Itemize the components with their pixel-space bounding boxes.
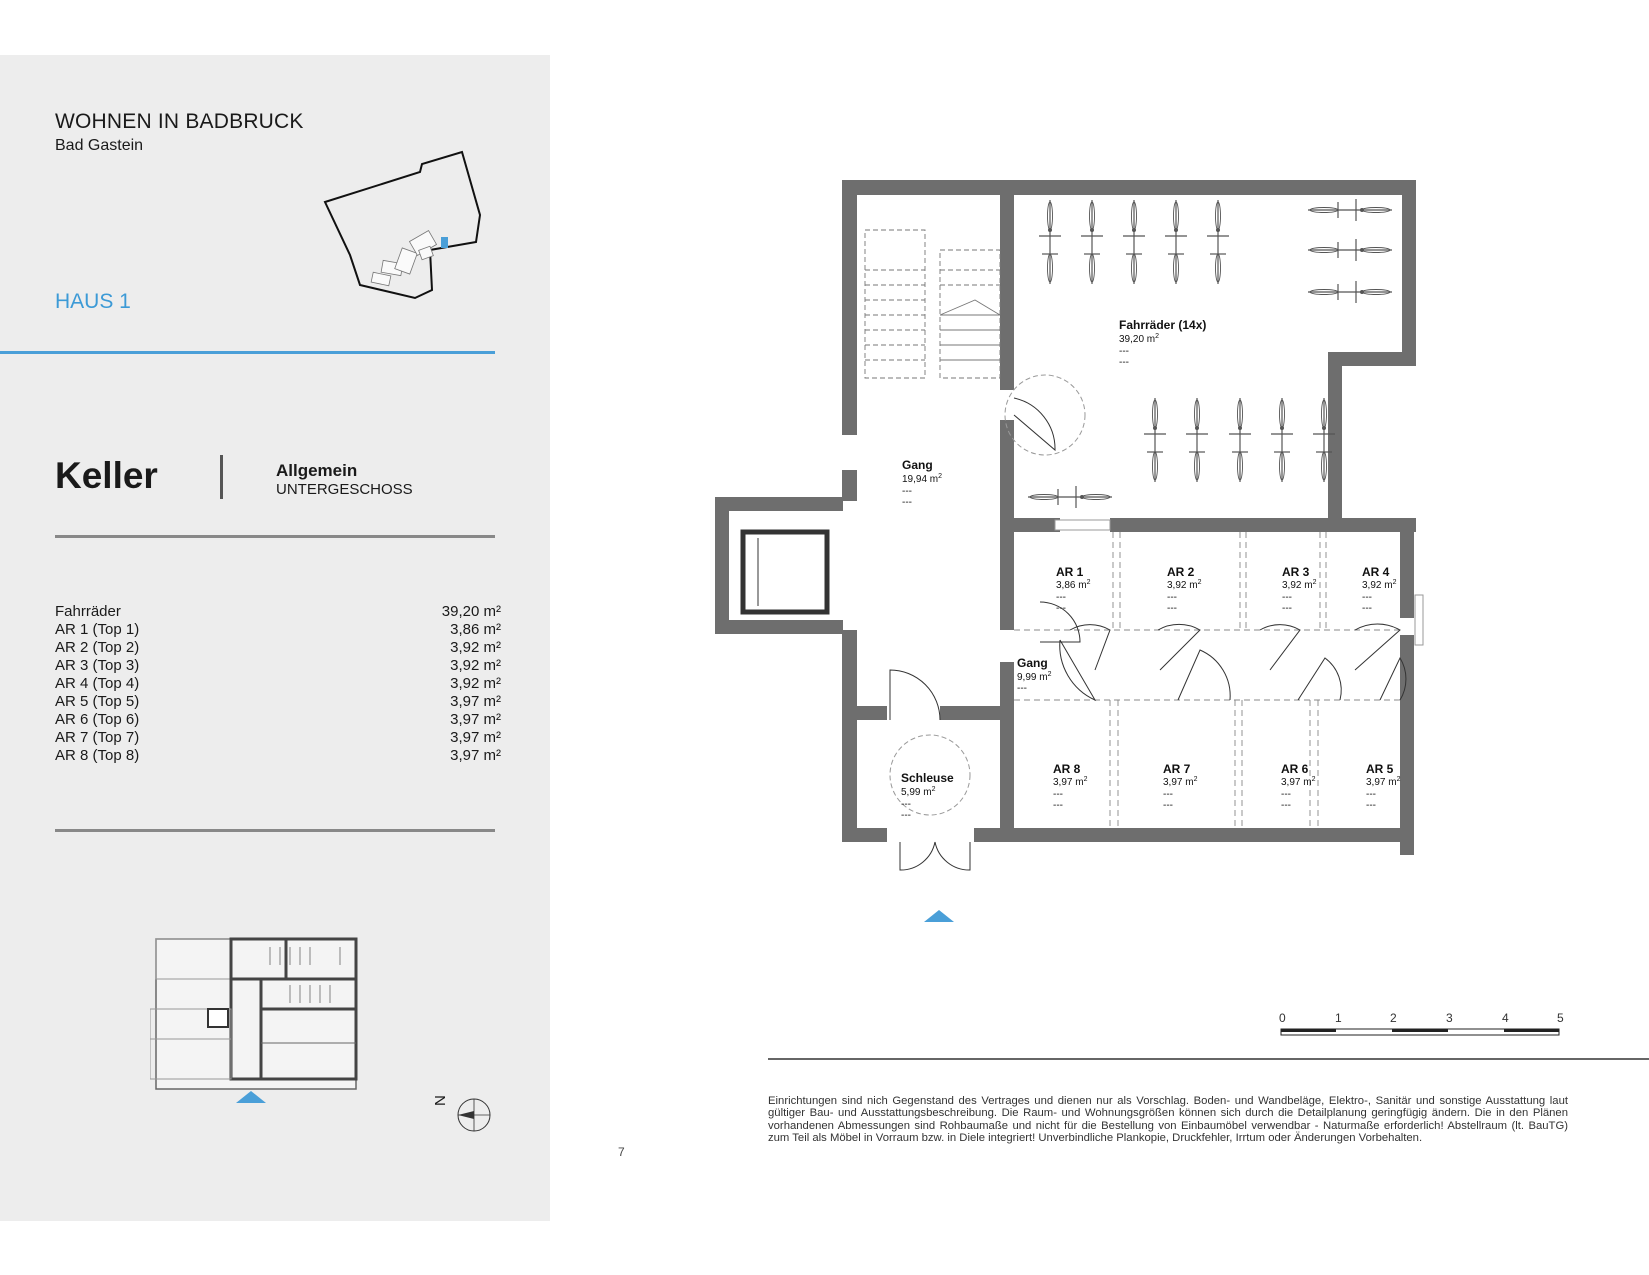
svg-text:3,97 m2: 3,97 $m^2$ xyxy=(1366,776,1401,788)
svg-text:---: --- xyxy=(1119,357,1129,368)
svg-text:---: --- xyxy=(1163,800,1173,811)
svg-text:---: --- xyxy=(1167,603,1177,614)
svg-text:---: --- xyxy=(902,486,912,497)
svg-text:3,86 m2: 3,86 $m^2$ xyxy=(1056,579,1091,591)
list-item: AR 2 (Top 2) 3,92 m² xyxy=(55,639,501,656)
svg-text:---: --- xyxy=(901,799,911,810)
svg-text:---: --- xyxy=(902,497,912,508)
svg-text:---: --- xyxy=(1282,603,1292,614)
svg-text:5,99 m2: 5,99 $m^2$ xyxy=(901,786,936,798)
list-item: AR 5 (Top 5) 3,97 m² xyxy=(55,693,501,710)
footer-divider xyxy=(768,1058,1649,1060)
svg-text:---: --- xyxy=(1281,800,1291,811)
site-buildings xyxy=(371,231,436,286)
svg-text:Gang: Gang xyxy=(1017,656,1048,670)
project-location: Bad Gastein xyxy=(55,137,144,154)
key-plan xyxy=(150,935,380,1110)
header-divider xyxy=(0,351,495,354)
svg-text:3,92 m2: 3,92 $m^2$ xyxy=(1282,579,1317,591)
level-title: Keller xyxy=(55,455,158,496)
floor-plan xyxy=(700,170,1480,930)
svg-text:---: --- xyxy=(1119,346,1129,357)
page-number: 7 xyxy=(618,1145,625,1159)
svg-text:---: --- xyxy=(1366,789,1376,800)
svg-text:3,92 m2: 3,92 $m^2$ xyxy=(1167,579,1202,591)
list-item: AR 3 (Top 3) 3,92 m² xyxy=(55,657,501,674)
svg-text:---: --- xyxy=(1163,789,1173,800)
disclaimer-text: Einrichtungen sind nich Gegenstand des Vertrages und dienen nur als Vorschlag. Boden- und Wandbeläge, Elektro-, Sanitär und sonstige Ausstattung laut gültiger Bau- und Ausstattungsbeschreibung. Die Raum- und Wohnungsgrößen können sich durch die Detailplanung geringfügig ändern. Die in den Plänen vorhandenen Abmessungen sind Rohbaumaße und nicht für die Bestellung von Einbaumöbel verwendbar - Naturmaße erforderlich! Abstellraum (lt. BauTG) zum Teil als Möbel in Vorraum bzw. in Diele integriert! Unverbindliche Plankopie, Druckfehler, Irrtum oder Änderungen Vorbehalten. xyxy=(768,1095,1568,1145)
svg-text:---: --- xyxy=(1362,603,1372,614)
svg-text:3,97 m2: 3,97 $m^2$ xyxy=(1281,776,1316,788)
list-item: AR 8 (Top 8) 3,97 m² xyxy=(55,747,501,764)
svg-text:---: --- xyxy=(1167,592,1177,603)
site-outline xyxy=(325,152,480,298)
svg-text:---: --- xyxy=(1362,592,1372,603)
svg-text:---: --- xyxy=(1056,603,1066,614)
list-item: Fahrräder 39,20 m² xyxy=(55,603,501,620)
svg-text:3,97 m2: 3,97 $m^2$ xyxy=(1163,776,1198,788)
svg-text:---: --- xyxy=(1053,789,1063,800)
level-category: Allgemein xyxy=(276,461,358,480)
svg-text:---: --- xyxy=(1282,592,1292,603)
svg-text:3,92 m2: 3,92 $m^2$ xyxy=(1362,579,1397,591)
svg-text:AR 1: AR 1 xyxy=(1056,565,1084,579)
svg-text:---: --- xyxy=(1366,800,1376,811)
svg-text:---: --- xyxy=(1053,800,1063,811)
title-separator xyxy=(220,455,223,499)
svg-text:AR 3: AR 3 xyxy=(1282,565,1310,579)
svg-text:AR 7: AR 7 xyxy=(1163,762,1191,776)
north-arrow-icon xyxy=(456,1097,492,1133)
north-label: N xyxy=(430,1095,448,1106)
svg-text:---: --- xyxy=(1281,789,1291,800)
building-label: HAUS 1 xyxy=(55,290,131,313)
list-item: AR 7 (Top 7) 3,97 m² xyxy=(55,729,501,746)
entrance-marker xyxy=(924,910,954,922)
svg-text:3,97 m2: 3,97 $m^2$ xyxy=(1053,776,1088,788)
list-item: AR 1 (Top 1) 3,86 m² xyxy=(55,621,501,638)
lift-shaft xyxy=(743,532,827,612)
room-area: 39,20 $m^2$ xyxy=(1119,333,1160,345)
site-map xyxy=(320,150,490,320)
list-item: AR 4 (Top 4) 3,92 m² xyxy=(55,675,501,692)
svg-text:Schleuse: Schleuse xyxy=(901,771,954,785)
svg-text:AR 8: AR 8 xyxy=(1053,762,1081,776)
room-name: Fahrräder (14x) xyxy=(1119,318,1207,332)
section-divider xyxy=(55,829,495,832)
svg-text:AR 6: AR 6 xyxy=(1281,762,1309,776)
svg-text:AR 4: AR 4 xyxy=(1362,565,1390,579)
svg-text:9,99 m2: 9,99 $m^2$ xyxy=(1017,671,1052,683)
project-title: WOHNEN IN BADBRUCK xyxy=(55,110,304,133)
list-item: AR 6 (Top 6) 3,97 m² xyxy=(55,711,501,728)
svg-text:---: --- xyxy=(1056,592,1066,603)
svg-text:Gang: Gang xyxy=(902,458,933,472)
section-divider xyxy=(55,535,495,538)
svg-text:AR 2: AR 2 xyxy=(1167,565,1195,579)
svg-text:19,94 m2: 19,94 $m^2$ xyxy=(902,473,943,485)
site-highlight-haus1 xyxy=(441,237,448,248)
level-floor: UNTERGESCHOSS xyxy=(276,481,413,498)
svg-text:AR 5: AR 5 xyxy=(1366,762,1394,776)
svg-text:---: --- xyxy=(1017,683,1027,694)
svg-text:---: --- xyxy=(901,810,911,821)
